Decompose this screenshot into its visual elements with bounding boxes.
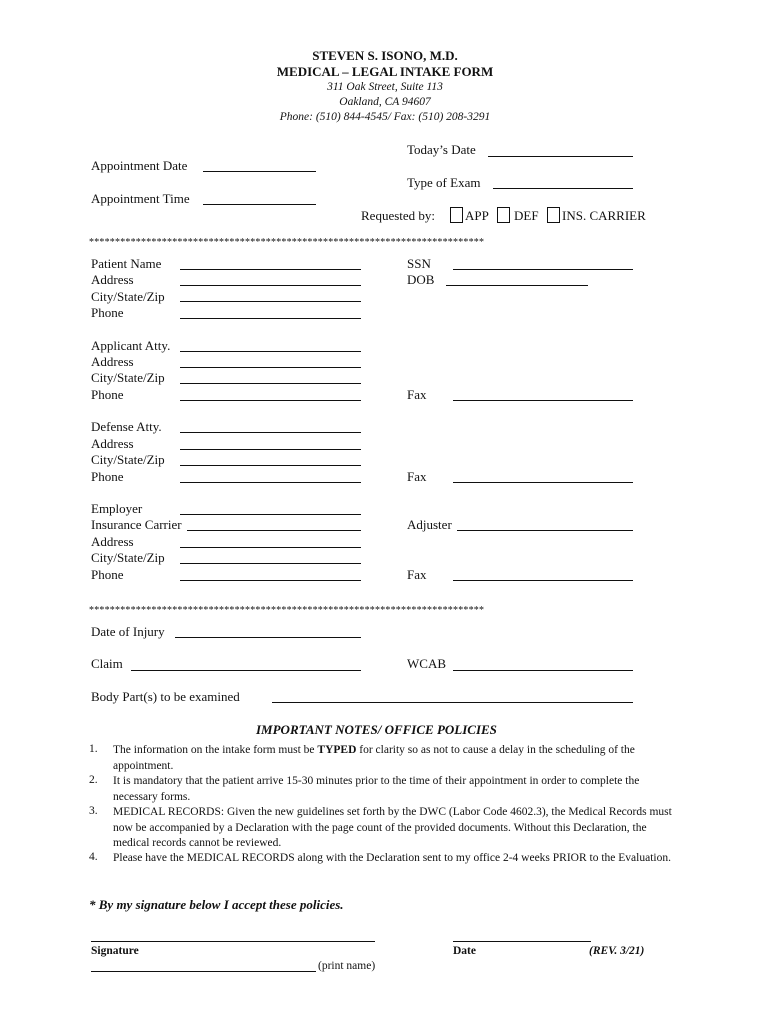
patient-city-field[interactable] xyxy=(180,301,361,302)
contact-info: Phone: (510) 844-4545/ Fax: (510) 208-3291 xyxy=(279,111,491,123)
todays-date-field[interactable] xyxy=(488,156,633,157)
policy-1-typed: TYPED xyxy=(317,744,357,756)
defense-phone-label: Phone xyxy=(91,469,124,484)
policy-number-4: 4. xyxy=(89,851,98,863)
separator-middle: **************************************************************************** xyxy=(89,605,485,616)
applicant-phone-label: Phone xyxy=(91,387,124,402)
option-ins-carrier-label: INS. CARRIER xyxy=(562,208,646,223)
applicant-phone-field[interactable] xyxy=(180,400,361,401)
employer-field[interactable] xyxy=(180,514,361,515)
street-address: 311 Oak Street, Suite 113 xyxy=(327,81,443,93)
date-of-injury-label: Date of Injury xyxy=(91,624,165,639)
checkbox-ins-carrier[interactable] xyxy=(547,207,560,223)
employer-label: Employer xyxy=(91,501,143,516)
appointment-date-label: Appointment Date xyxy=(91,158,188,173)
adjuster-label: Adjuster xyxy=(407,517,452,532)
applicant-address-label: Address xyxy=(91,354,134,369)
defense-atty-field[interactable] xyxy=(180,432,361,433)
carrier-address-field[interactable] xyxy=(180,547,361,548)
city-address: Oakland, CA 94607 xyxy=(339,96,431,108)
applicant-fax-field[interactable] xyxy=(453,400,633,401)
carrier-fax-field[interactable] xyxy=(453,580,633,581)
insurance-carrier-label: Insurance Carrier xyxy=(91,517,182,532)
claim-field[interactable] xyxy=(131,670,361,671)
doctor-name: STEVEN S. ISONO, M.D. xyxy=(312,48,458,63)
appointment-time-label: Appointment Time xyxy=(91,191,190,206)
patient-name-field[interactable] xyxy=(180,269,361,270)
insurance-carrier-field[interactable] xyxy=(187,530,361,531)
policy-item-2: It is mandatory that the patient arrive 15-30 minutes prior to the time of their appointment in order to complete the necessary forms. xyxy=(113,775,640,803)
type-of-exam-field[interactable] xyxy=(493,188,633,189)
patient-city-label: City/State/Zip xyxy=(91,289,165,304)
carrier-city-label: City/State/Zip xyxy=(91,550,165,565)
carrier-phone-field[interactable] xyxy=(180,580,361,581)
policy-1-text-a: The information on the intake form must be xyxy=(113,744,318,756)
wcab-label: WCAB xyxy=(407,656,446,671)
signature-label: Signature xyxy=(91,945,139,957)
patient-phone-field[interactable] xyxy=(180,318,361,319)
todays-date-label: Today’s Date xyxy=(407,142,476,157)
applicant-atty-field[interactable] xyxy=(180,351,361,352)
policy-number-2: 2. xyxy=(89,774,98,786)
signature-date-label: Date xyxy=(453,945,476,957)
dob-field[interactable] xyxy=(446,285,588,286)
applicant-fax-label: Fax xyxy=(407,387,427,402)
form-title: MEDICAL – LEGAL INTAKE FORM xyxy=(276,64,494,79)
policy-item-4: Please have the MEDICAL RECORDS along with the Declaration sent to my office 2-4 weeks PRIOR to the Evaluation. xyxy=(113,852,671,864)
policy-item-1 xyxy=(113,743,678,774)
print-name-label: (print name) xyxy=(318,960,376,972)
wcab-field[interactable] xyxy=(453,670,633,671)
defense-address-label: Address xyxy=(91,436,134,451)
patient-name-label: Patient Name xyxy=(91,256,162,271)
carrier-address-label: Address xyxy=(91,534,134,549)
patient-address-field[interactable] xyxy=(180,285,361,286)
dob-label: DOB xyxy=(407,272,435,287)
defense-atty-label: Defense Atty. xyxy=(91,419,162,434)
type-of-exam-label: Type of Exam xyxy=(407,175,481,190)
signature-field[interactable] xyxy=(91,941,375,942)
defense-fax-field[interactable] xyxy=(453,482,633,483)
policy-number-3: 3. xyxy=(89,805,98,817)
defense-city-label: City/State/Zip xyxy=(91,452,165,467)
separator-top: **************************************************************************** xyxy=(89,237,485,248)
checkbox-app[interactable] xyxy=(450,207,463,223)
patient-phone-label: Phone xyxy=(91,305,124,320)
print-name-field[interactable] xyxy=(91,971,316,972)
policies-heading: IMPORTANT NOTES/ OFFICE POLICIES xyxy=(256,722,497,737)
policy-1-text-b: for clarity so as not to cause a delay in the scheduling of the appointment. xyxy=(113,744,635,772)
carrier-phone-label: Phone xyxy=(91,567,124,582)
revision-label: (REV. 3/21) xyxy=(589,945,645,957)
ssn-label: SSN xyxy=(407,256,431,271)
applicant-address-field[interactable] xyxy=(180,367,361,368)
body-parts-field[interactable] xyxy=(272,702,633,703)
carrier-city-field[interactable] xyxy=(180,563,361,564)
applicant-city-label: City/State/Zip xyxy=(91,370,165,385)
carrier-fax-label: Fax xyxy=(407,567,427,582)
defense-phone-field[interactable] xyxy=(180,482,361,483)
ssn-field[interactable] xyxy=(453,269,633,270)
requested-by-label: Requested by: xyxy=(361,208,436,223)
defense-address-field[interactable] xyxy=(180,449,361,450)
patient-address-label: Address xyxy=(91,272,134,287)
policy-item-3: MEDICAL RECORDS: Given the new guidelines set forth by the DWC (Labor Code 4602.3), the Medical Records must now be accompanied by a Declaration with the page count of the provided documents. Without this Declaration, the medical records cannot be reviewed. xyxy=(113,806,672,849)
claim-label: Claim xyxy=(91,656,123,671)
body-parts-label: Body Part(s) to be examined xyxy=(91,689,240,704)
option-def-label: DEF xyxy=(514,208,539,223)
policy-number-1: 1. xyxy=(89,743,98,755)
checkbox-def[interactable] xyxy=(497,207,510,223)
accept-policies-statement: * By my signature below I accept these policies. xyxy=(89,897,344,912)
applicant-atty-label: Applicant Atty. xyxy=(91,338,171,353)
adjuster-field[interactable] xyxy=(457,530,633,531)
date-of-injury-field[interactable] xyxy=(175,637,361,638)
applicant-city-field[interactable] xyxy=(180,383,361,384)
appointment-date-field[interactable] xyxy=(203,171,316,172)
defense-fax-label: Fax xyxy=(407,469,427,484)
appointment-time-field[interactable] xyxy=(203,204,316,205)
signature-date-field[interactable] xyxy=(453,941,591,942)
option-app-label: APP xyxy=(465,208,489,223)
defense-city-field[interactable] xyxy=(180,465,361,466)
